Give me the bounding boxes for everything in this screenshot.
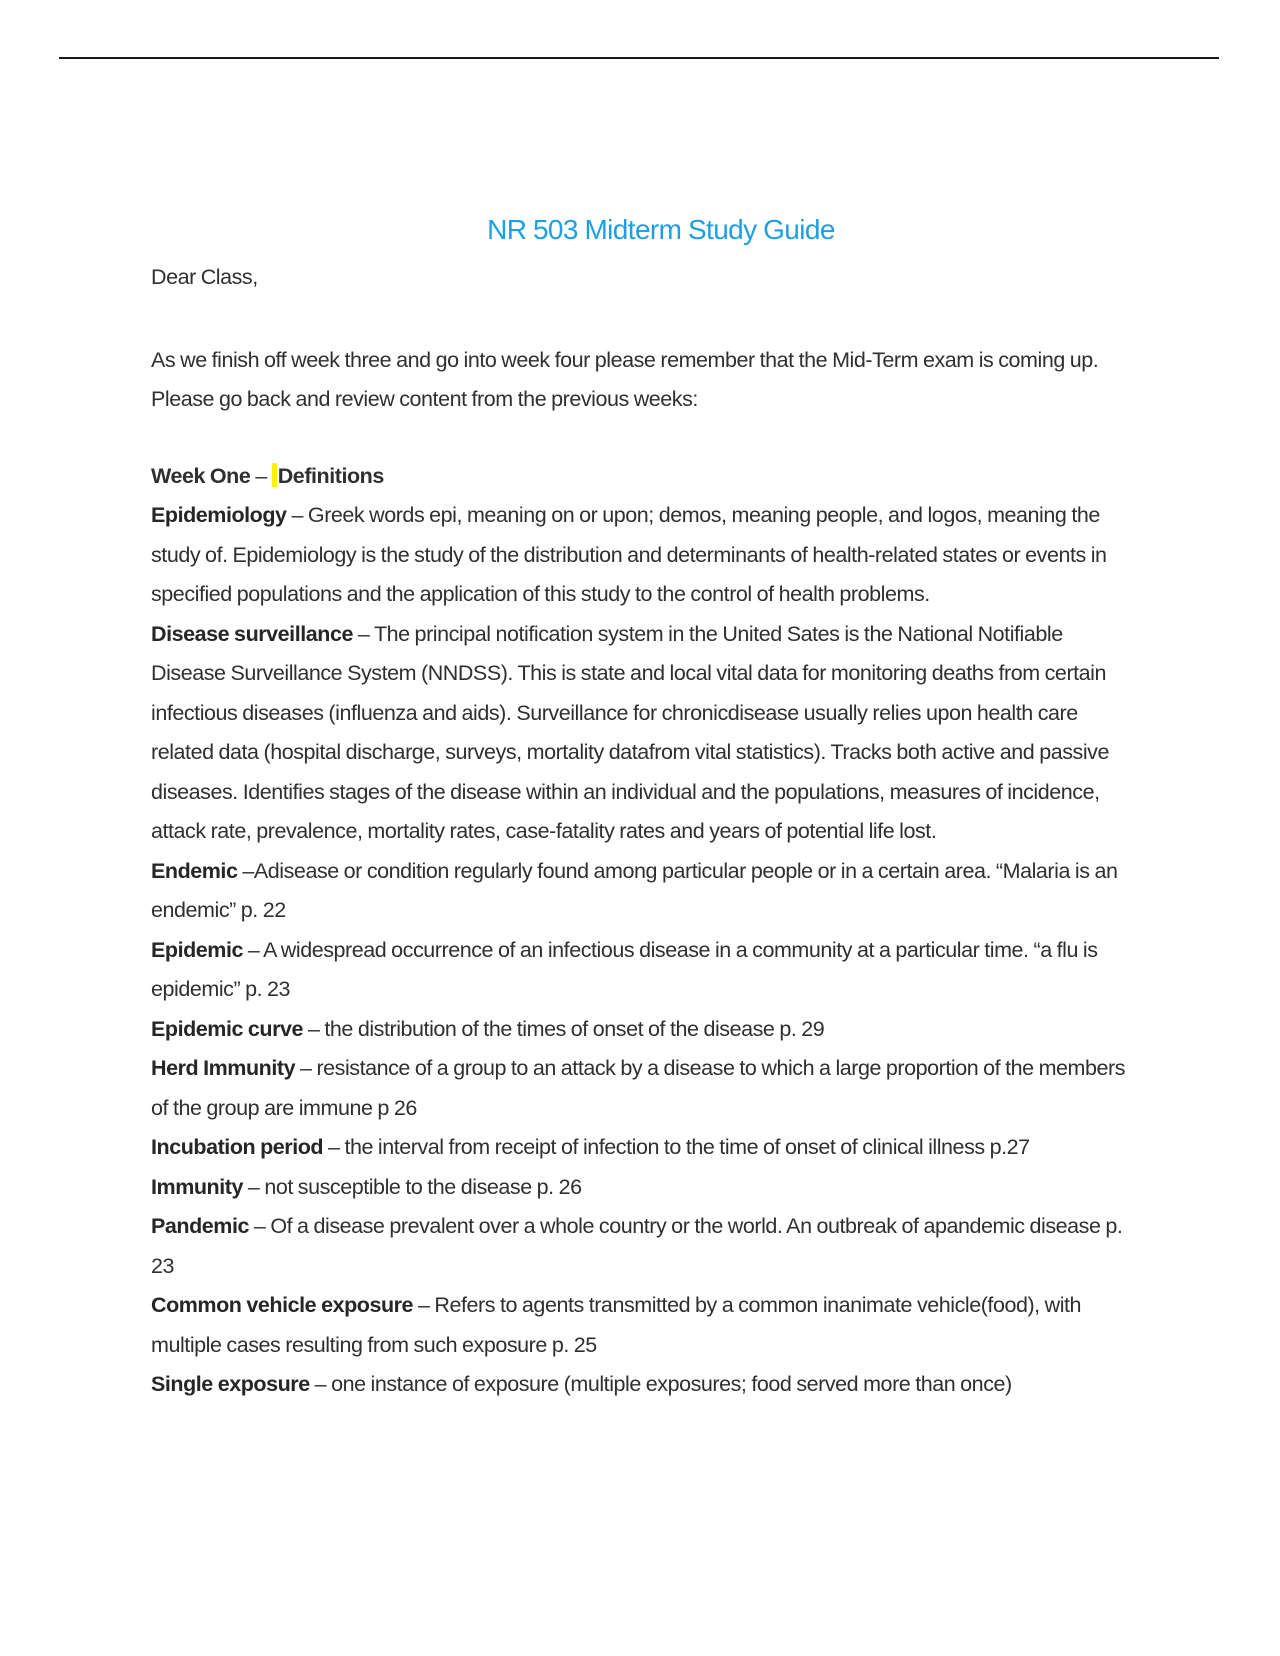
definition-separator: – — [323, 1135, 345, 1159]
definition-text: Of a disease prevalent over a whole country or the world. An outbreak of apandemic disease p. 23 — [151, 1214, 1123, 1278]
week-heading — [151, 457, 1141, 497]
definition-separator: – — [413, 1293, 435, 1317]
definition-text: A widespread occurrence of an infectious disease in a community at a particular time. “a flu is epidemic” p. 23 — [151, 937, 1098, 1001]
document-body — [151, 208, 1141, 1405]
definition-text: The principal notification system in the United Sates is the National Notifiable Disease Surveillance System (NNDSS). This is state and local vital data for monitoring deaths from certain infectious diseases (influenza and aids). Surveillance for chronicdisease usually relies upon health care related data (hospital discharge, surveys, mortality datafrom vital statistics). Tracks both active and passive diseases. Identifies stages of the disease within an individual and the populations, measures of incidence, attack rate, prevalence, mortality rates, case-fatality rates and years of potential life lost. — [151, 621, 1109, 843]
definition-term: Immunity — [151, 1174, 243, 1199]
week-separator: – — [250, 463, 272, 488]
week-topic: Definitions — [277, 463, 384, 488]
definition-term: Epidemiology — [151, 503, 287, 527]
definition-separator: – — [242, 1174, 265, 1199]
definition-term: Single exposure — [151, 1372, 310, 1396]
definition-item — [151, 852, 1141, 931]
intro-paragraph: As we finish off week three and go into week four please remember that the Mid-Term exam is coming up. Please go back and review content from the previous weeks: — [151, 347, 1099, 411]
definition-text: resistance of a group to an attack by a disease to which a large proportion of the members of the group are immune p 26 — [151, 1056, 1126, 1120]
definition-item — [151, 1286, 1141, 1365]
greeting: Dear Class, — [151, 265, 258, 289]
definition-text: one instance of exposure (multiple exposures; food served more than once) — [331, 1372, 1012, 1396]
definition-text: Adisease or condition regularly found among particular people or in a certain area. “Malaria is an endemic” p. 22 — [151, 858, 1118, 922]
definitions-list — [151, 496, 1141, 1405]
definition-item — [151, 1365, 1141, 1405]
definition-text: not susceptible to the disease p. 26 — [264, 1174, 582, 1199]
week-label: Week One — [151, 463, 251, 488]
definition-separator: – — [309, 1372, 332, 1396]
definition-item — [151, 1128, 1141, 1168]
definition-separator: – — [243, 937, 264, 962]
definition-term: Incubation period — [151, 1135, 324, 1159]
definition-separator: – — [352, 621, 374, 646]
definition-item — [151, 496, 1141, 615]
definition-item — [151, 615, 1141, 852]
page-title: NR 503 Midterm Study Guide — [487, 214, 835, 245]
definition-term: Herd Immunity — [151, 1056, 296, 1080]
definition-text: Greek words epi, meaning on or upon; demos, meaning people, and logos, meaning the study of. Epidemiology is the study of the distribution and determinants of health-related states or events in specified populations and the application of this study to the control of health problems. — [151, 503, 1107, 606]
top-divider — [59, 57, 1219, 59]
definition-text: Refers to agents transmitted by a common inanimate vehicle(food), with multiple cases resulting from such exposure p. 25 — [151, 1293, 1082, 1357]
definition-item — [151, 1010, 1141, 1050]
definition-term: Disease surveillance — [151, 621, 353, 646]
definition-item — [151, 1207, 1141, 1286]
definition-separator: – — [286, 503, 308, 527]
definition-separator: – — [303, 1016, 325, 1041]
definition-term: Common vehicle exposure — [151, 1293, 414, 1317]
definition-text: the interval from receipt of infection to the time of onset of clinical illness p.27 — [344, 1135, 1030, 1159]
definition-separator: – — [237, 858, 254, 883]
definition-term: Epidemic curve — [151, 1016, 304, 1041]
definition-term: Endemic — [151, 858, 238, 883]
definition-item — [151, 931, 1141, 1010]
definition-separator: – — [248, 1214, 271, 1238]
definition-separator: – — [295, 1056, 317, 1080]
definition-item — [151, 1049, 1141, 1128]
definition-text: the distribution of the times of onset of the disease p. 29 — [324, 1016, 825, 1041]
text-highlight-mark — [272, 463, 277, 487]
definition-term: Epidemic — [151, 937, 243, 962]
definition-item — [151, 1168, 1141, 1208]
definition-term: Pandemic — [151, 1214, 249, 1238]
